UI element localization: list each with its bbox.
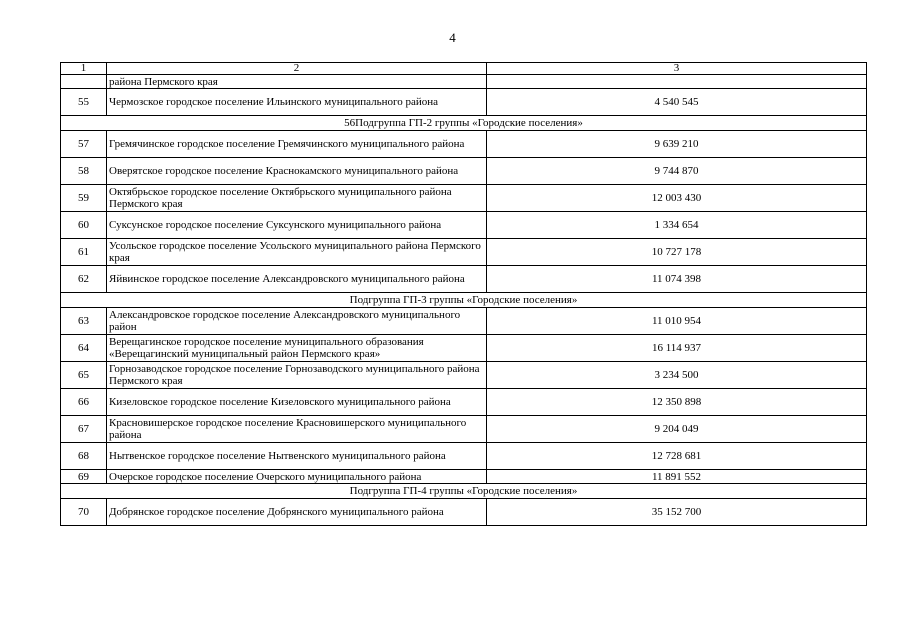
allocation-amount: 9 744 870	[487, 158, 867, 185]
budget-allocation-table	[60, 62, 867, 526]
allocation-amount: 35 152 700	[487, 499, 867, 526]
allocation-amount: 3 234 500	[487, 362, 867, 389]
allocation-amount: 11 891 552	[487, 470, 867, 484]
row-number: 68	[61, 443, 107, 470]
settlement-name: Очерское городское поселение Очерского муниципального района	[107, 470, 487, 484]
row-number: 60	[61, 212, 107, 239]
row-number: 70	[61, 499, 107, 526]
allocation-amount: 16 114 937	[487, 335, 867, 362]
allocation-amount: 4 540 545	[487, 89, 867, 116]
settlement-name: Гремячинское городское поселение Гремячинского муниципального района	[107, 131, 487, 158]
row-number: 61	[61, 239, 107, 266]
table-row	[61, 212, 867, 239]
table-row	[61, 239, 867, 266]
settlement-name: Красновишерское городское поселение Красновишерского муниципального района	[107, 416, 487, 443]
table-header-row	[61, 63, 867, 75]
row-number: 63	[61, 308, 107, 335]
table-row	[61, 89, 867, 116]
row-number: 64	[61, 335, 107, 362]
continuation-row	[61, 75, 867, 89]
table-row	[61, 185, 867, 212]
row-number: 66	[61, 389, 107, 416]
table-row	[61, 362, 867, 389]
table-row	[61, 389, 867, 416]
table-row	[61, 416, 867, 443]
group-header-row	[61, 484, 867, 499]
settlement-name: Верещагинское городское поселение муниципального образования «Верещагинский муниципальный район Пермского края»	[107, 335, 487, 362]
continuation-number-cell	[61, 75, 107, 89]
settlement-name: Нытвенское городское поселение Нытвенского муниципального района	[107, 443, 487, 470]
table-row	[61, 499, 867, 526]
table-row	[61, 335, 867, 362]
settlement-name: Кизеловское городское поселение Кизеловского муниципального района	[107, 389, 487, 416]
header-cell-name: 2	[107, 63, 487, 75]
group-title: Подгруппа ГП-3 группы «Городские поселения»	[61, 293, 867, 308]
settlement-name: Усольское городское поселение Усольского муниципального района Пермского края	[107, 239, 487, 266]
row-number: 65	[61, 362, 107, 389]
table-row	[61, 266, 867, 293]
row-number: 59	[61, 185, 107, 212]
settlement-name: Александровское городское поселение Александровского муниципального район	[107, 308, 487, 335]
page-number: 4	[449, 30, 456, 45]
settlement-name: Горнозаводское городское поселение Горнозаводского муниципального района Пермского края	[107, 362, 487, 389]
group-title: Подгруппа ГП-4 группы «Городские поселения»	[61, 484, 867, 499]
continuation-name-cell: района Пермского края	[107, 75, 487, 89]
group-header-row	[61, 116, 867, 131]
allocation-amount: 12 003 430	[487, 185, 867, 212]
allocation-amount: 12 350 898	[487, 389, 867, 416]
settlement-name: Яйвинское городское поселение Александровского муниципального района	[107, 266, 487, 293]
allocation-amount: 9 639 210	[487, 131, 867, 158]
table-row	[61, 131, 867, 158]
settlement-name: Суксунское городское поселение Суксунского муниципального района	[107, 212, 487, 239]
row-number: 62	[61, 266, 107, 293]
row-number: 67	[61, 416, 107, 443]
group-header-row	[61, 293, 867, 308]
row-number: 58	[61, 158, 107, 185]
allocation-amount: 9 204 049	[487, 416, 867, 443]
settlement-name: Оверятское городское поселение Краснокамского муниципального района	[107, 158, 487, 185]
header-cell-amount: 3	[487, 63, 867, 75]
row-number: 55	[61, 89, 107, 116]
continuation-amount-cell	[487, 75, 867, 89]
allocation-amount: 11 074 398	[487, 266, 867, 293]
table-row	[61, 158, 867, 185]
allocation-amount: 1 334 654	[487, 212, 867, 239]
row-number: 57	[61, 131, 107, 158]
allocation-amount: 12 728 681	[487, 443, 867, 470]
allocation-amount: 10 727 178	[487, 239, 867, 266]
settlement-name: Добрянское городское поселение Добрянского муниципального района	[107, 499, 487, 526]
group-title: 56Подгруппа ГП-2 группы «Городские поселения»	[61, 116, 867, 131]
row-number: 69	[61, 470, 107, 484]
header-cell-number: 1	[61, 63, 107, 75]
table-row	[61, 470, 867, 484]
settlement-name: Чермозское городское поселение Ильинского муниципального района	[107, 89, 487, 116]
table-row	[61, 308, 867, 335]
table-row	[61, 443, 867, 470]
allocation-amount: 11 010 954	[487, 308, 867, 335]
settlement-name: Октябрьское городское поселение Октябрьского муниципального района Пермского края	[107, 185, 487, 212]
